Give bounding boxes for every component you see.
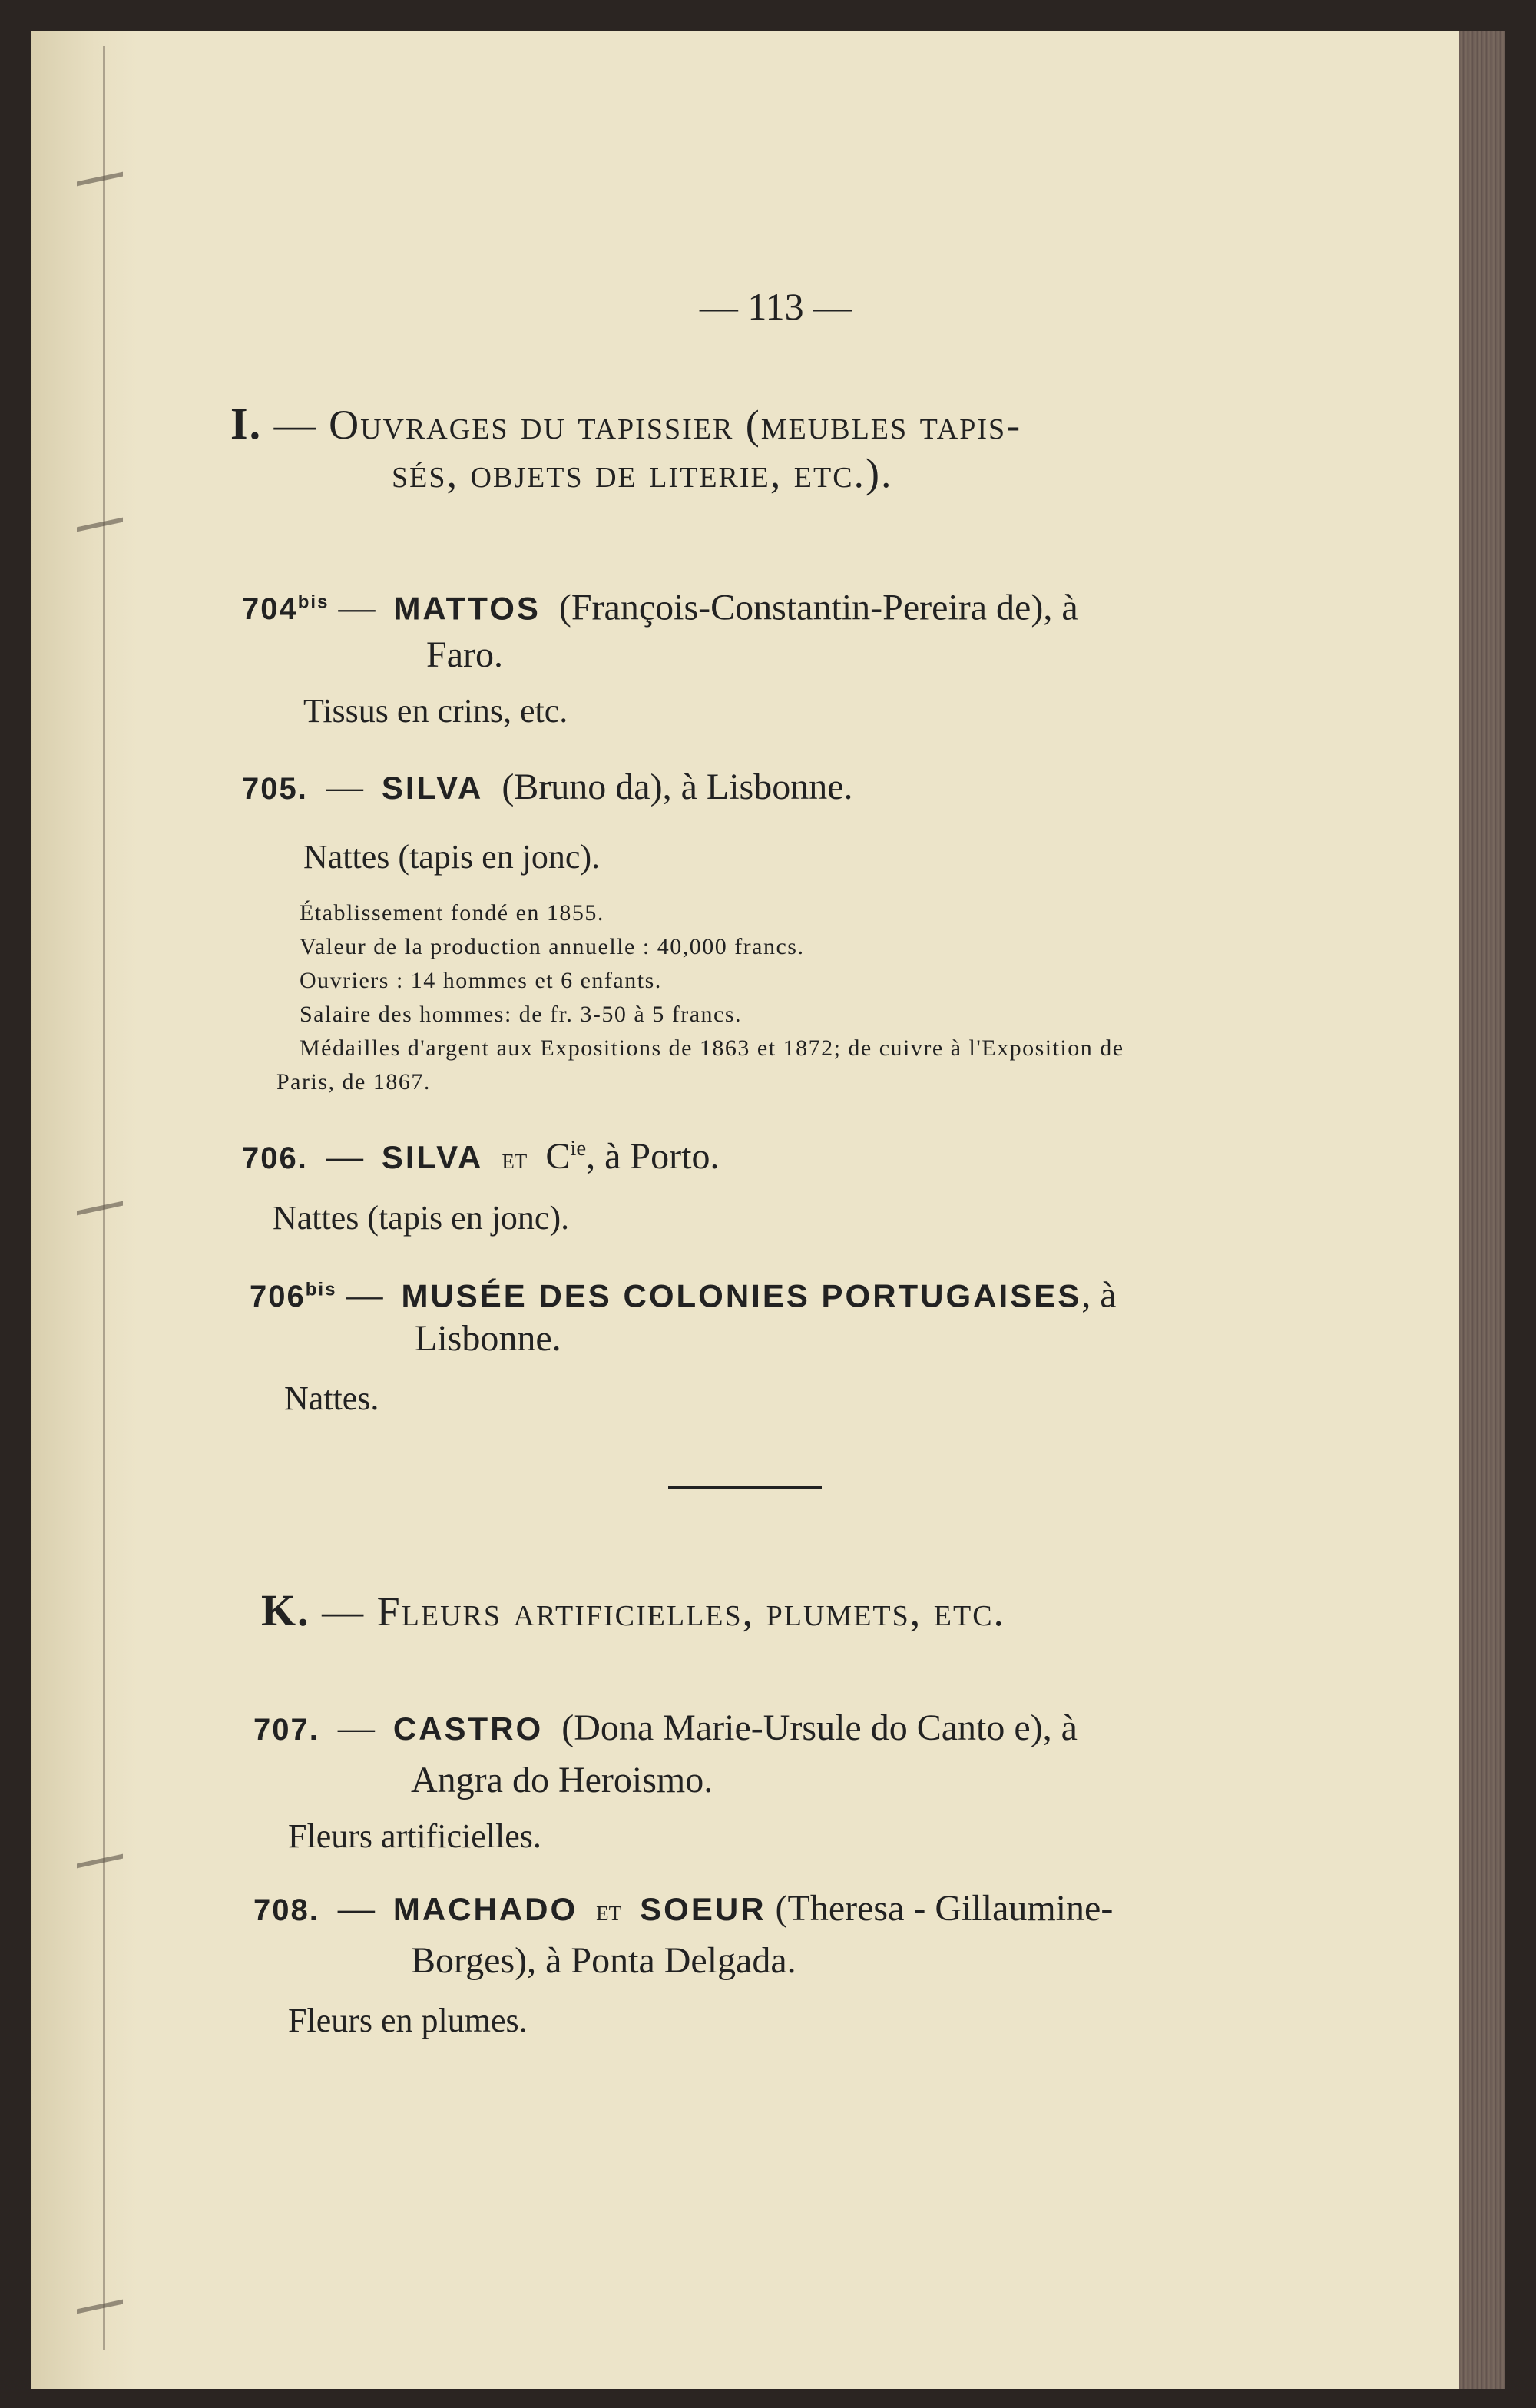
entry-number: 706. — [242, 1141, 308, 1175]
note-line: Paris, de 1867. — [276, 1069, 431, 1095]
exhibitor-name: SILVA — [381, 770, 484, 806]
note-line: Ouvriers : 14 hommes et 6 enfants. — [300, 968, 662, 993]
gutter-line — [103, 46, 105, 2350]
exhibitor-name-2: SOEUR — [640, 1891, 766, 1927]
entry-dash: — — [326, 767, 363, 807]
entry-number: 707. — [253, 1713, 319, 1747]
exhibitor-name: MACHADO — [392, 1891, 578, 1927]
exhibitor-name: MATTOS — [393, 590, 541, 627]
section-title: — Fleurs artificielles, plumets, etc. — [322, 1588, 1006, 1635]
entry-707 — [253, 1701, 1078, 1757]
entry-number: $704^{bis}$ — [242, 592, 329, 627]
product-description: Fleurs en plumes. — [288, 2002, 528, 2039]
product-description: Nattes (tapis en jonc). — [273, 1199, 570, 1237]
note-line: Salaire des hommes: de fr. 3-50 à 5 francs. — [300, 1002, 743, 1027]
exhibitor-name: CASTRO — [392, 1711, 544, 1747]
exhibitor-name: MUSÉE DES COLONIES PORTUGAISES — [401, 1277, 1082, 1314]
entry-continuation: Faro. — [426, 634, 503, 675]
note-line: Médailles d'argent aux Expositions de 1863 et 1872; de cuivre à l'Exposition de — [300, 1035, 1124, 1061]
exhibitor-details: (Bruno da), à Lisbonne. — [502, 767, 853, 807]
company-abbrev: $C^{ie}$ — [545, 1136, 587, 1177]
entry-number: 708. — [253, 1893, 319, 1927]
entry-number: $706^{bis}$ — [250, 1280, 337, 1314]
exhibitor-name: SILVA — [381, 1139, 484, 1175]
entry-continuation: Angra do Heroismo. — [411, 1760, 713, 1800]
page-stack-edge — [1459, 31, 1505, 2389]
entry-dash: — — [326, 1136, 363, 1177]
entry-708 — [253, 1882, 1113, 1938]
entry-number: 705. — [242, 772, 308, 806]
entry-705 — [242, 760, 853, 816]
section-heading-k — [261, 1578, 1005, 1644]
product-description: Nattes. — [284, 1380, 379, 1417]
section-heading-i — [230, 392, 1021, 457]
book-page — [31, 31, 1505, 2389]
entry-dash: — — [338, 587, 376, 628]
entry-dash: — — [346, 1274, 383, 1316]
entry-dash: — — [337, 1888, 375, 1929]
entry-dash: — — [337, 1707, 375, 1748]
section-title-line1: — Ouvrages du tapissier (meubles tapis- — [273, 402, 1022, 448]
section-letter: K. — [261, 1585, 310, 1635]
section-title-line2: sés, objets de literie, etc.). — [392, 450, 893, 496]
exhibitor-details: (François-Constantin-Pereira de), à — [558, 587, 1078, 628]
product-description: Tissus en crins, etc. — [303, 692, 568, 730]
section-letter: I. — [230, 399, 263, 449]
conjunction: et — [502, 1143, 528, 1175]
entry-continuation: Borges), à Ponta Delgada. — [411, 1940, 796, 1981]
product-description: Fleurs artificielles. — [288, 1817, 541, 1855]
conjunction: et — [596, 1895, 622, 1927]
page-number: — 113 — — [699, 285, 852, 328]
entry-continuation: Lisbonne. — [415, 1318, 561, 1359]
note-line: Établissement fondé en 1855. — [300, 900, 604, 926]
entry-704bis — [242, 576, 1078, 636]
entry-706 — [242, 1121, 719, 1186]
exhibitor-details: , à — [1081, 1274, 1117, 1316]
section-divider — [668, 1486, 822, 1489]
exhibitor-details: , à Porto. — [586, 1136, 720, 1177]
entry-706bis — [250, 1264, 1117, 1323]
product-description: Nattes (tapis en jonc). — [303, 838, 601, 876]
note-line: Valeur de la production annuelle : 40,000 francs. — [300, 934, 805, 959]
exhibitor-details: (Dona Marie-Ursule do Canto e), à — [561, 1707, 1078, 1748]
exhibitor-details: (Theresa - Gillaumine- — [775, 1888, 1114, 1929]
